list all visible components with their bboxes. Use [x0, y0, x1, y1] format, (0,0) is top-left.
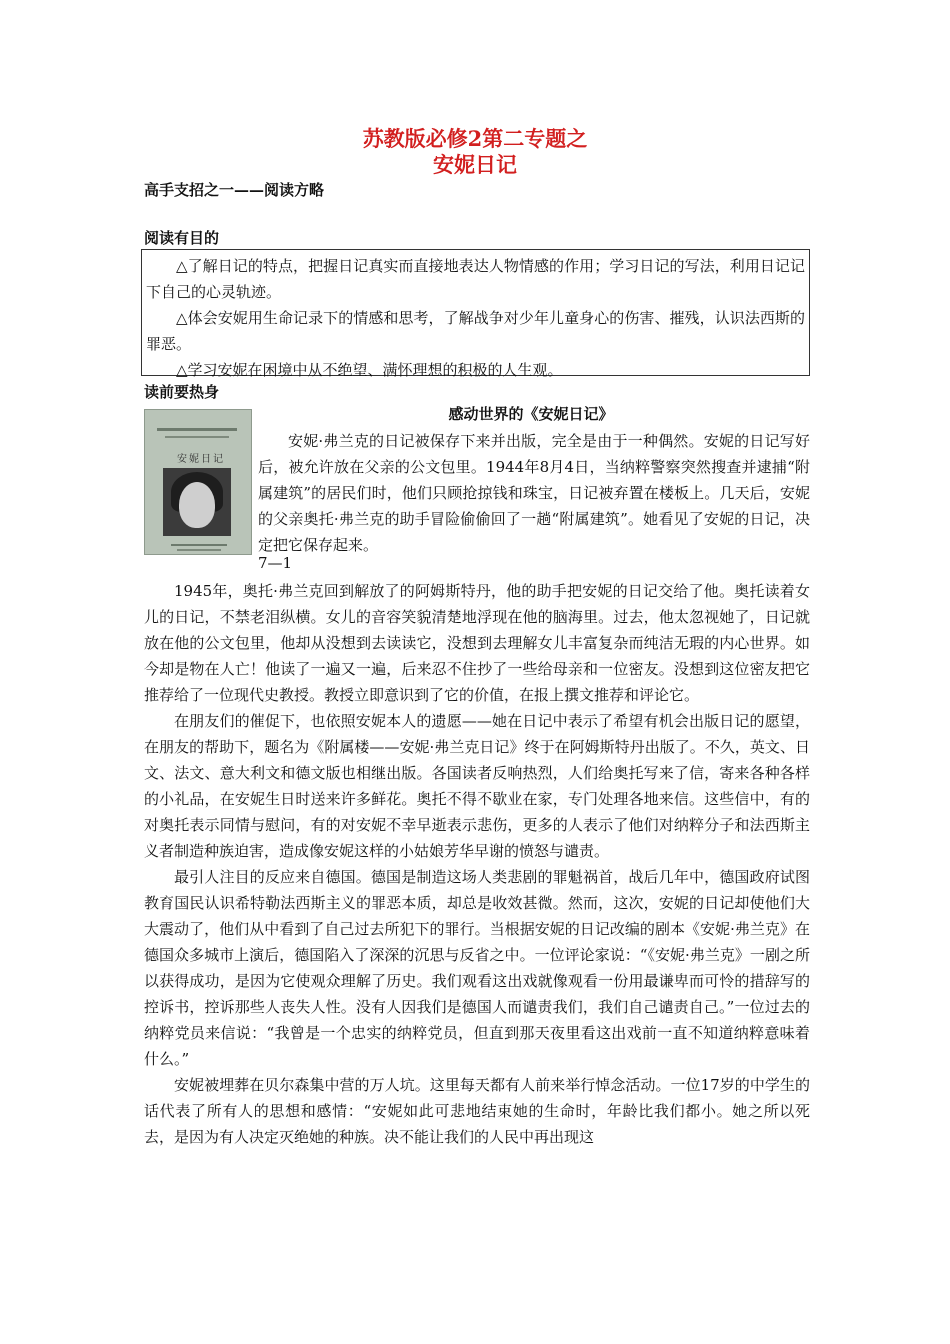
book-cover-image — [144, 409, 252, 555]
purpose-heading: 阅读有目的 — [144, 229, 220, 247]
article-paragraph: 最引人注目的反应来自德国。德国是制造这场人类悲剧的罪魁祸首，战后几年中，德国政府试图教育国民认识希特勒法西斯主义的罪恶本质，却总是收效甚微。然而，这次，安妮的日记却使他们大大震动了，他们从中看到了自己过去所犯下的罪行。当根据安妮的日记改编的剧本《安妮·弗兰克》在德国众多城市上演后，德国陷入了深深的沉思与反省之中。一位评论家说：“《安妮·弗兰克》一剧之所以获得成功，是因为它使观众理解了历史。我们观看这出戏就像观看一份用最谦卑而可怜的措辞写的控诉书，控诉那些人丧失人性。没有人因我们是德国人而谴责我们，我们自己谴责自己。”一位过去的纳粹党员来信说：“我曾是一个忠实的纳粹党员，但直到那天夜里看这出戏前一直不知道纳粹意味着什么。” — [144, 868, 810, 1068]
article-paragraph: 在朋友们的催促下，也依照安妮本人的遗愿——她在日记中表示了希望有机会出版日记的愿望，在朋友的帮助下，题名为《附属楼——安妮·弗兰克日记》终于在阿姆斯特丹出版了。不久，英文、日文、法文、意大利文和德文版也相继出版。各国读者反响热烈，人们给奥托写来了信，寄来各种各样的小礼品，在安妮生日时送来许多鲜花。奥托不得不歇业在家，专门处理各地来信。这些信中，有的对奥托表示同情与慰问，有的对安妮不幸早逝表示悲伤，更多的人表示了他们对纳粹分子和法西斯主义者制造种族迫害，造成像安妮这样的小姑娘芳华早谢的愤怒与谴责。 — [144, 712, 810, 860]
cover-decoration — [157, 428, 237, 431]
article-paragraph: 安妮被埋葬在贝尔森集中营的万人坑。这里每天都有人前来举行悼念活动。一位17岁的中学生的话代表了所有人的思想和感情：“安妮如此可悲地结束她的生命时，年龄比我们都小。她之所以死去，是因为有人决定灭绝她的种族。决不能让我们的人民中再出现这 — [144, 1076, 810, 1146]
warmup-heading: 读前要热身 — [144, 383, 220, 401]
document-title-line2: 安妮日记 — [433, 152, 517, 177]
purpose-item-1: △了解日记的特点，把握日记真实而直接地表达人物情感的作用；学习日记的写法，利用日记记下自己的心灵轨迹。 — [146, 257, 805, 301]
portrait-face — [179, 482, 215, 528]
article-intro: 安妮·弗兰克的日记被保存下来并出版，完全是由于一种偶然。安妮的日记写好后，被允许放在父亲的公文包里。1944年8月4日，当纳粹警察突然搜查并逮捕“附属建筑”的居民们时，他们只顾抢掠钱和珠宝，日记被弃置在楼板上。几天后，安妮的父亲奥托·弗兰克的助手冒险偷偷回了一趟“附属建筑”。她看见了安妮的日记，决定把它保存起来。 — [258, 432, 810, 554]
section-heading: 高手支招之一——阅读方略 — [144, 181, 325, 199]
article-title: 感动世界的《安妮日记》 — [448, 405, 614, 423]
article-intro-block — [258, 428, 810, 558]
cover-portrait — [163, 468, 231, 536]
figure-label: 7—1 — [258, 554, 293, 572]
cover-decoration — [177, 549, 221, 551]
article-body — [144, 578, 810, 1150]
cover-title: 安妮日记 — [177, 454, 225, 465]
cover-decoration — [171, 544, 227, 546]
article-paragraph: 1945年，奥托·弗兰克回到解放了的阿姆斯特丹，他的助手把安妮的日记交给了他。奥托读着女儿的日记，不禁老泪纵横。女儿的音容笑貌清楚地浮现在他的脑海里。过去，他太忽视她了，日记就放在他的公文包里，他却从没想到去读读它，没想到去理解女儿丰富复杂而纯洁无瑕的内心世界。如今却是物在人亡！他读了一遍又一遍，后来忍不住抄了一些给母亲和一位密友。没想到这位密友把它推荐给了一位现代史教授。教授立即意识到了它的价值，在报上撰文推荐和评论它。 — [144, 582, 810, 704]
document-title-line1: 苏教版必修2第二专题之 — [362, 126, 588, 151]
cover-decoration — [165, 436, 229, 438]
purpose-item-2: △体会安妮用生命记录下的情感和思考，了解战争对少年儿童身心的伤害、摧残，认识法西斯的罪恶。 — [146, 309, 805, 353]
purpose-item-3: △学习安妮在困境中从不绝望、满怀理想的积极的人生观。 — [176, 361, 563, 379]
purpose-box — [141, 249, 810, 379]
